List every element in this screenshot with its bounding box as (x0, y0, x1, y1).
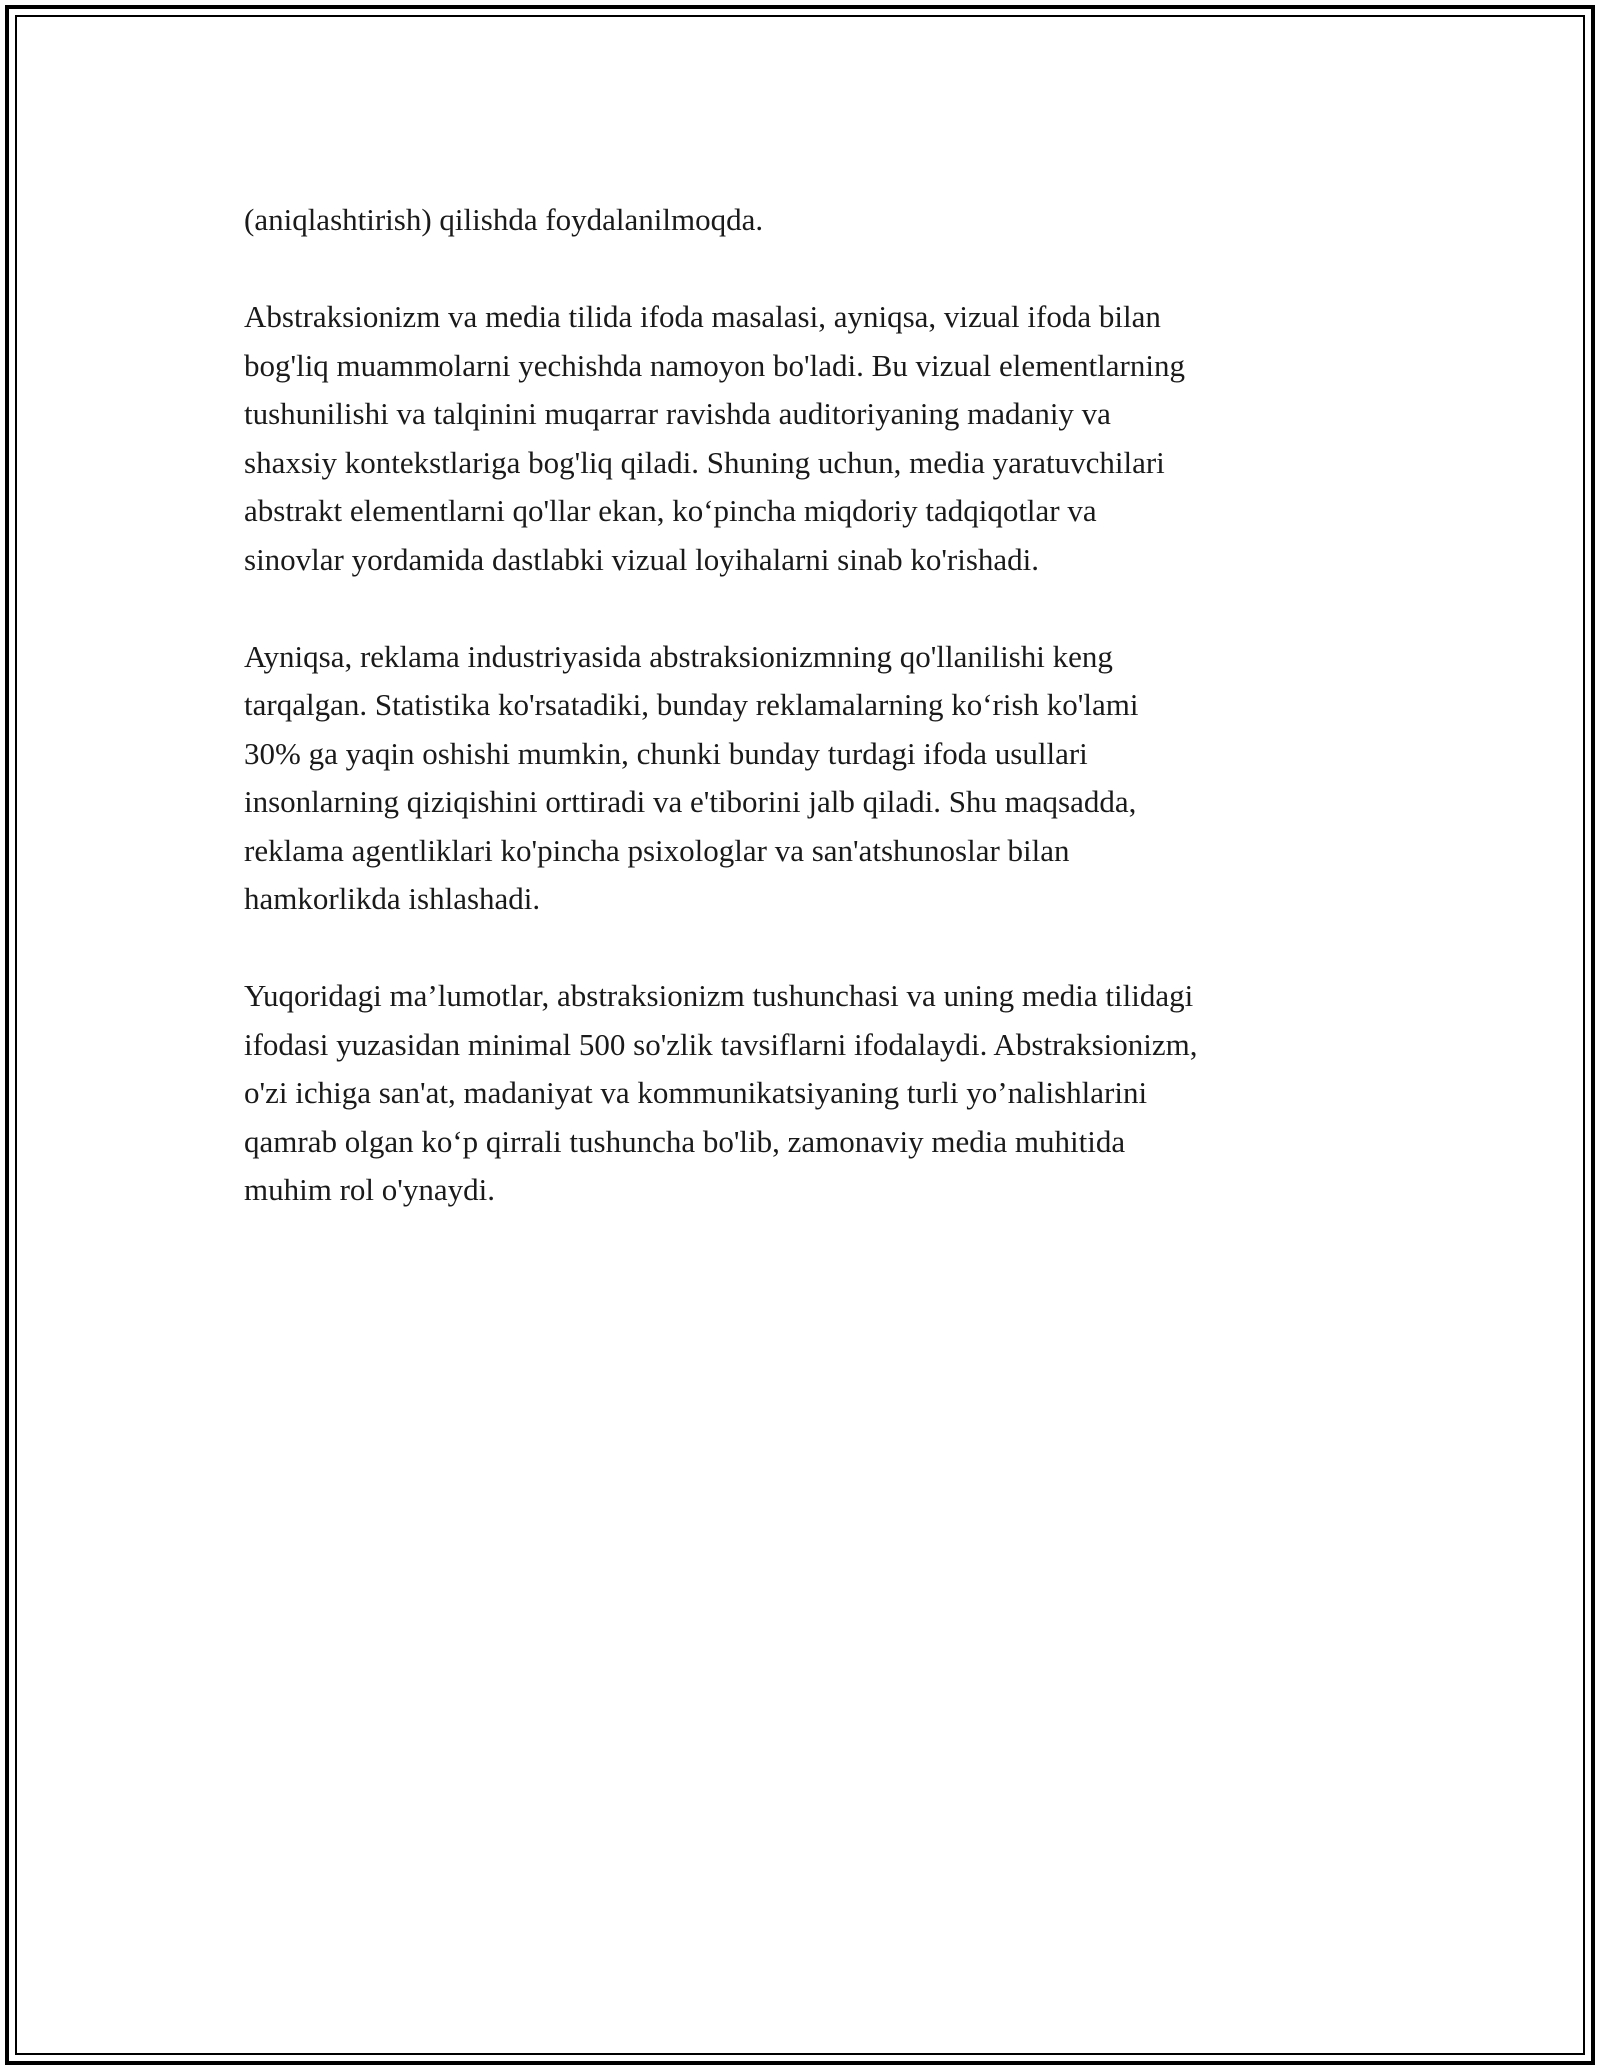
text-line: Yuqoridagi ma’lumotlar, abstraksionizm tushunchasi va uning media tilidagi (244, 978, 1194, 1013)
paragraph-2 (244, 293, 1394, 584)
text-line: insonlarning qiziqishini orttiradi va e'tiborini jalb qiladi. Shu maqsadda, (244, 784, 1137, 819)
text-line: sinovlar yordamida dastlabki vizual loyihalarni sinab ko'rishadi. (244, 541, 1040, 577)
text-line: hamkorlikda ishlashadi. (244, 881, 541, 916)
text-line: tarqalgan. Statistika ko'rsatadiki, bunday reklamalarning ko‘rish ko'lami (244, 687, 1139, 722)
text-line: 30% ga yaqin oshishi mumkin, chunki bunday turdagi ifoda usullari (244, 735, 1088, 771)
text-line: tushunilishi va talqinini muqarrar ravishda auditoriyaning madaniy va (244, 396, 1111, 431)
text-line: reklama agentliklari ko'pincha psixologlar va san'atshunoslar bilan (244, 832, 1070, 868)
text-line: bog'liq muammolarni yechishda namoyon bo'ladi. Bu vizual elementlarning (244, 347, 1185, 383)
paragraph-3 (244, 633, 1394, 924)
paragraph-4 (244, 972, 1394, 1215)
text-line: abstrakt elementlarni qo'llar ekan, ko‘pincha miqdoriy tadqiqotlar va (244, 493, 1097, 528)
text-line: Abstraksionizm va media tilida ifoda masalasi, ayniqsa, vizual ifoda bilan (244, 299, 1161, 334)
text-line: shaxsiy kontekstlariga bog'liq qiladi. Shuning uchun, media yaratuvchilari (244, 444, 1165, 480)
text-line: muhim rol o'ynaydi. (244, 1172, 495, 1207)
text-line: o'zi ichiga san'at, madaniyat va kommunikatsiyaning turli yo’nalishlarini (244, 1075, 1148, 1110)
paragraph-1 (244, 196, 1394, 245)
text-line: (aniqlashtirish) qilishda foydalanilmoqda. (244, 202, 764, 237)
document-body (244, 196, 1394, 1263)
text-line: ifodasi yuzasidan minimal 500 so'zlik tavsiflarni ifodalaydi. Abstraksionizm, (244, 1026, 1198, 1062)
text-line: qamrab olgan ko‘p qirrali tushuncha bo'lib, zamonaviy media muhitida (244, 1123, 1126, 1159)
text-line: Ayniqsa, reklama industriyasida abstraksionizmning qo'llanilishi keng (244, 638, 1113, 674)
page-border (5, 5, 1595, 2065)
